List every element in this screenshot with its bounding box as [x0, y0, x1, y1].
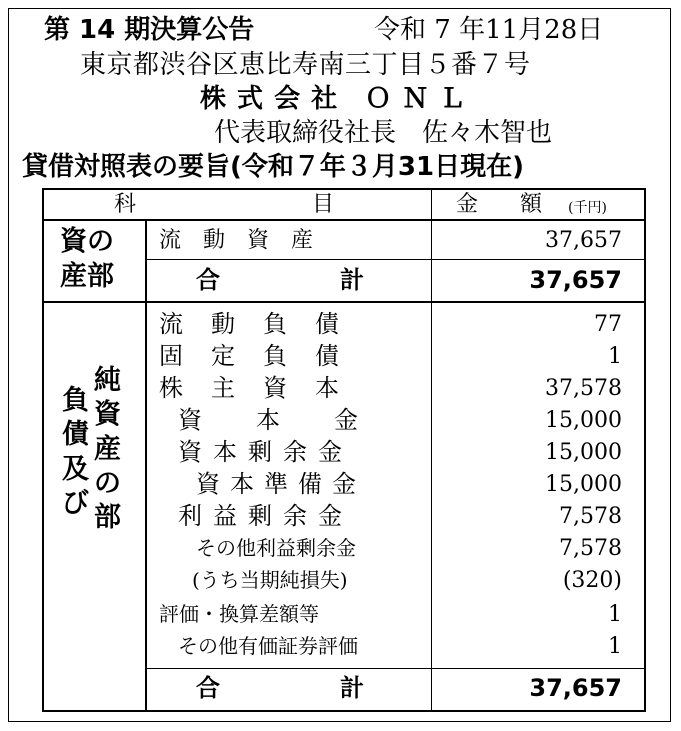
section-divider: [145, 220, 147, 710]
liab-row-label: その他有価証券評価: [178, 634, 358, 658]
liab-row-value: 15,000: [545, 440, 622, 465]
liab-row-label: 固 定 負 債: [159, 342, 341, 370]
liab-row-value: 15,000: [545, 472, 622, 497]
liab-row-value: 1: [608, 344, 622, 369]
company-name: 株 式 会 社 Ｏ Ｎ Ｌ: [200, 84, 467, 114]
liab-row-label: 資本準備金: [196, 470, 366, 498]
liab-section-char: 資: [94, 399, 121, 431]
liab-row-label: その他利益剰余金: [196, 536, 356, 560]
liab-section-char: の: [94, 467, 121, 499]
liab-section-char: 純: [94, 365, 121, 396]
liab-section-char: 負: [62, 385, 89, 416]
liab-row-label: 利益剰余金: [178, 502, 353, 530]
liab-row-value: 37,578: [545, 376, 622, 401]
notice-date: 令和 7 年11月28日: [374, 15, 604, 45]
liab-row-label: 株 主 資 本: [159, 374, 341, 402]
representative: 代表取締役社長 佐々木智也: [214, 118, 553, 148]
liab-section-char: び: [62, 487, 89, 519]
summary-heading: 貸借対照表の要旨(令和７年３月31日現在): [22, 152, 524, 182]
assets-total-label: 合 計: [196, 266, 364, 294]
amount-header: 金 額: [456, 192, 553, 217]
liab-row-label: 流 動 負 債: [159, 310, 341, 338]
liab-row-label: 資本剰余金: [178, 438, 353, 466]
assets-row-value: 37,657: [545, 228, 622, 253]
unit-label: (千円): [568, 200, 607, 216]
liab-section-char: 産: [94, 433, 121, 465]
assets-section-line2: 産部: [60, 261, 114, 292]
liab-row-value: 1: [608, 634, 622, 659]
liab-total-label: 合 計: [196, 674, 364, 702]
section-rule: [44, 301, 644, 303]
notice-title: 第 14 期決算公告: [44, 15, 255, 45]
assets-section-line1: 資の: [60, 226, 114, 257]
assets-row-label: 流 動 資 産: [159, 228, 314, 253]
liab-row-value: 7,578: [559, 504, 622, 529]
assets-total-value: 37,657: [529, 266, 622, 294]
liab-row-label: 資 本 金: [178, 406, 360, 434]
subject-header: 科 目: [114, 192, 335, 217]
liab-section-char: 及: [62, 453, 89, 485]
liab-section-char: 部: [94, 502, 121, 534]
liab-row-value: 15,000: [545, 408, 622, 433]
liab-section-col2: [94, 364, 121, 535]
company-address: 東京都渋谷区恵比寿南三丁目５番７号: [80, 50, 531, 80]
liab-row-label: 評価・換算差額等: [159, 602, 319, 626]
header-rule: [44, 219, 644, 221]
liab-section-char: 債: [62, 419, 89, 451]
liab-row-label: (うち当期純損失): [192, 568, 348, 592]
liab-row-value: 7,578: [559, 536, 622, 561]
liab-row-value: (320): [562, 568, 622, 593]
liab-section-col1: [62, 384, 89, 521]
liab-total-rule: [145, 668, 644, 669]
assets-total-rule: [145, 259, 644, 260]
liab-row-value: 77: [594, 312, 622, 337]
liab-total-value: 37,657: [529, 674, 622, 702]
balance-sheet-table: [42, 188, 646, 712]
liab-row-value: 1: [608, 602, 622, 627]
